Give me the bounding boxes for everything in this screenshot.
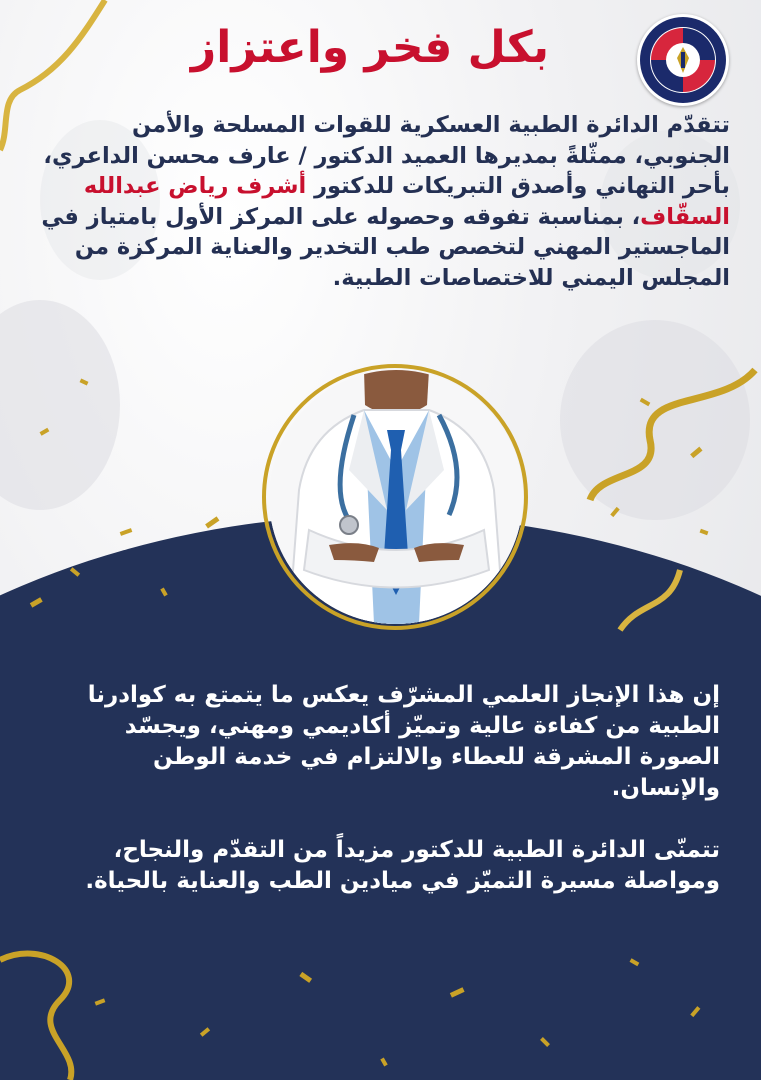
body-paragraph-1: إن هذا الإنجاز العلمي المشرّف يعكس ما يتمتع به كوادرنا الطبية من كفاءة عالية وتميّز أكاديمي ومهني، ويجسّد الصورة المشرقة للعطاء والالتزام في خدمة الوطن والإنسان. xyxy=(87,682,720,801)
intro-text-after: ، بمناسبة تفوقه وحصوله على المركز الأول بامتياز في الماجستير المهني لتخصص طب التخدير والعناية المركزة من المجلس اليمني للاختصاصات الطبية. xyxy=(41,203,730,291)
military-medical-emblem-icon xyxy=(637,14,729,106)
doctor-portrait-icon xyxy=(269,370,523,624)
body-text-block xyxy=(40,680,720,928)
page-title: بكل فخر واعتزاز xyxy=(190,22,550,73)
body-paragraph-2: تتمنّى الدائرة الطبية للدكتور مزيداً من التقدّم والنجاح، ومواصلة مسيرة التميّز في ميادين الطب والعناية بالحياة. xyxy=(85,837,720,894)
honoree-name: أشرف رياض عبدالله السقّاف xyxy=(83,173,730,230)
intro-text-before: تتقدّم الدائرة الطبية العسكرية للقوات المسلحة والأمن الجنوبي، ممثّلةً بمديرها العميد الدكتور / عارف محسن الداعري، بأحر التهاني وأصدق التبريكات للدكتور xyxy=(43,112,730,199)
intro-paragraph xyxy=(30,110,730,293)
